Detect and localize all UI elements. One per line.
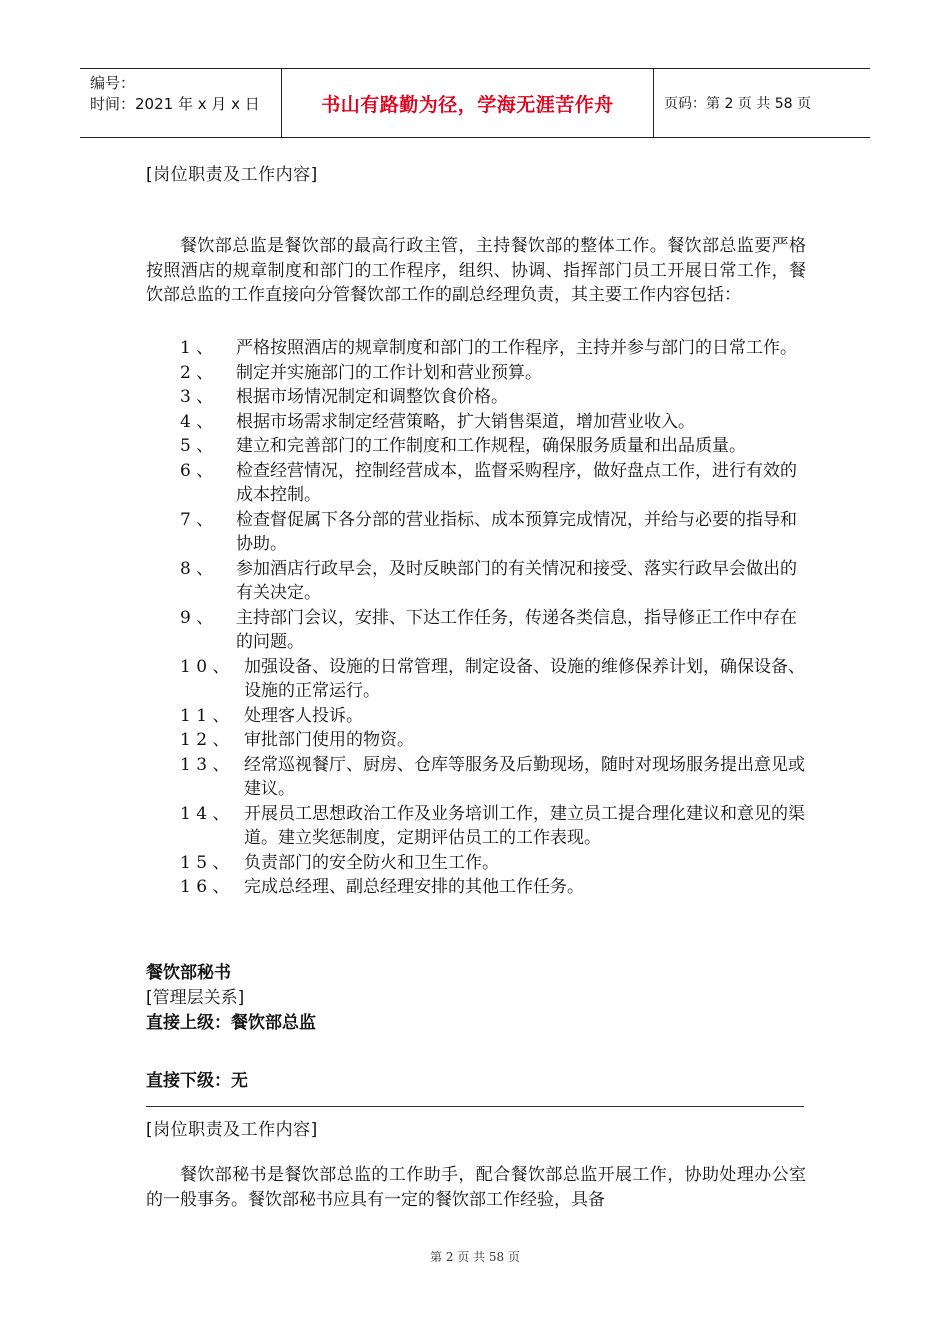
duty-item [146, 728, 808, 753]
duty-item [146, 557, 808, 606]
duty-text: 负责部门的安全防火和卫生工作。 [244, 852, 499, 873]
duty-item [146, 802, 808, 851]
section-heading-duties: [岗位职责及工作内容] [146, 165, 318, 185]
duty-number: 1 1 、 [180, 705, 230, 726]
director-intro-text: 餐饮部总监是餐饮部的最高行政主管，主持餐饮部的整体工作。餐饮部总监要严格按照酒店的规章制度和部门的工作程序，组织、协调、指挥部门员工开展日常工作，餐饮部总监的工作直接向分管餐饮部工作的副总经理负责，其主要工作内容包括： [146, 236, 806, 305]
director-duty-list [146, 336, 808, 900]
duty-item [146, 655, 808, 704]
date-label: 时间：2021 年 x 月 x 日 [90, 95, 260, 113]
secretary-title: 餐饮部秘书 [146, 963, 231, 983]
duty-number: 6 、 [180, 460, 214, 481]
page-footer: 第 2 页 共 58 页 [430, 1250, 520, 1264]
duty-item [146, 875, 808, 900]
duty-number: 3 、 [180, 387, 214, 407]
secretary-intro [146, 1163, 806, 1212]
page-header [80, 68, 870, 138]
duty-item [146, 410, 808, 435]
code-label: 编号： [90, 74, 136, 92]
duty-item [146, 361, 808, 386]
duty-number: 2 、 [180, 362, 214, 383]
duty-item [146, 851, 808, 876]
duty-item [146, 704, 808, 729]
duty-text: 检查经营情况，控制经营成本，监督采购程序，做好盘点工作，进行有效的成本控制。 [236, 460, 797, 505]
duty-item [146, 459, 808, 508]
divider-line [146, 1106, 804, 1107]
duty-number: 1 3 、 [180, 754, 230, 775]
duty-text: 处理客人投诉。 [244, 705, 363, 726]
duty-text: 严格按照酒店的规章制度和部门的工作程序，主持并参与部门的日常工作。 [236, 338, 797, 358]
duty-text: 完成总经理、副总经理安排的其他工作任务。 [244, 877, 584, 897]
duty-item [146, 434, 808, 459]
duty-item [146, 606, 808, 655]
duty-number: 8 、 [180, 558, 214, 579]
duty-number: 4 、 [180, 411, 214, 432]
secretary-intro-text: 餐饮部秘书是餐饮部总监的工作助手，配合餐饮部总监开展工作，协助处理办公室的一般事务。餐饮部秘书应具有一定的餐饮部工作经验，具备 [146, 1165, 806, 1210]
mgmt-relation-heading: [管理层关系] [146, 988, 245, 1008]
header-page-label: 页码：第 2 页 共 58 页 [664, 96, 811, 112]
duty-text: 根据市场情况制定和调整饮食价格。 [236, 387, 508, 407]
duty-number: 1 4 、 [180, 803, 230, 824]
direct-subordinate: 直接下级：无 [146, 1071, 248, 1091]
duty-text: 检查督促属下各分部的营业指标、成本预算完成情况，并给与必要的指导和协助。 [236, 509, 797, 554]
duty-text: 开展员工思想政治工作及业务培训工作，建立员工提合理化建议和意见的渠道。建立奖惩制度，定期评估员工的工作表现。 [244, 803, 805, 848]
duty-item [146, 385, 808, 410]
duty-number: 7 、 [180, 509, 214, 530]
duty-text: 审批部门使用的物资。 [244, 730, 414, 750]
duty-item [146, 753, 808, 802]
duty-text: 参加酒店行政早会，及时反映部门的有关情况和接受、落实行政早会做出的有关决定。 [236, 558, 797, 603]
direct-superior: 直接上级：餐饮部总监 [146, 1013, 316, 1033]
duty-text: 经常巡视餐厅、厨房、仓库等服务及后勤现场，随时对现场服务提出意见或建议。 [244, 754, 805, 799]
duty-number: 9 、 [180, 607, 214, 628]
section-heading-secretary-duties: [岗位职责及工作内容] [146, 1120, 318, 1140]
duty-text: 根据市场需求制定经营策略，扩大销售渠道，增加营业收入。 [236, 411, 695, 432]
director-intro [146, 234, 806, 308]
header-meta [80, 69, 282, 137]
duty-text: 制定并实施部门的工作计划和营业预算。 [236, 362, 542, 383]
duty-number: 5 、 [180, 436, 214, 456]
header-motto: 书山有路勤为径，学海无涯苦作舟 [282, 69, 654, 137]
duty-item [146, 336, 808, 361]
duty-number: 1 6 、 [180, 877, 230, 897]
duty-number: 1 、 [180, 338, 214, 358]
duty-number: 1 5 、 [180, 852, 230, 873]
duty-text: 加强设备、设施的日常管理，制定设备、设施的维修保养计划，确保设备、设施的正常运行。 [244, 656, 805, 701]
duty-number: 1 0 、 [180, 656, 230, 677]
duty-item [146, 508, 808, 557]
duty-text: 主持部门会议，安排、下达工作任务，传递各类信息，指导修正工作中存在的问题。 [236, 607, 797, 652]
duty-number: 1 2 、 [180, 730, 230, 750]
duty-text: 建立和完善部门的工作制度和工作规程，确保服务质量和出品质量。 [236, 436, 746, 456]
